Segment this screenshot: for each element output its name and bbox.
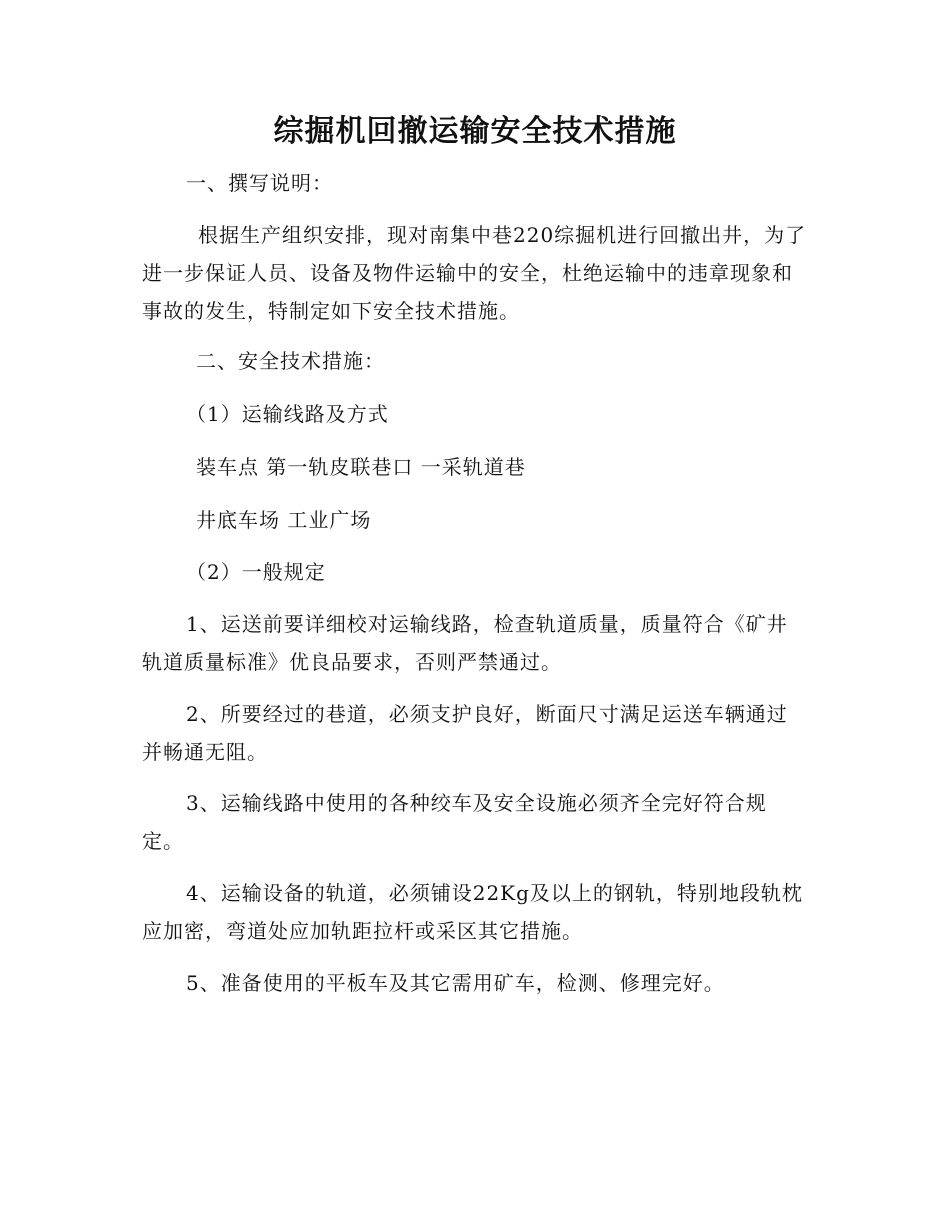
rule-item: 3、运输线路中使用的各种绞车及安全设施必须齐全完好符合规定。 xyxy=(142,791,767,853)
rule-item: 4、运输设备的轨道，必须铺设22Kg及以上的钢轨，特别地段轨枕应加密，弯道处应加轨距拉杆或采区其它措施。 xyxy=(142,881,803,943)
rule-item: 1、运送前要详细校对运输线路，检查轨道质量，质量符合《矿井轨道质量标准》优良品要求，否则严禁通过。 xyxy=(142,612,788,674)
section-heading-writing-notes: 一、撰写说明： xyxy=(186,171,333,195)
document-title: 综掘机回撤运输安全技术措施 xyxy=(273,114,677,149)
route-line-2: 井底车场 工业广场 xyxy=(196,508,372,532)
subsection-heading-general-rules: （2）一般规定 xyxy=(186,560,326,584)
subsection-heading-transport-route: （1）运输线路及方式 xyxy=(186,402,389,426)
rule-item: 5、准备使用的平板车及其它需用矿车，检测、修理完好。 xyxy=(186,971,725,995)
rule-item: 2、所要经过的巷道，必须支护良好，断面尺寸满足运送车辆通过并畅通无阻。 xyxy=(142,702,788,764)
section-paragraph-writing-notes: 根据生产组织安排，现对南集中巷220综掘机进行回撤出井，为了进一步保证人员、设备及物件运输中的安全，杜绝运输中的违章现象和事故的发生，特制定如下安全技术措施。 xyxy=(142,223,807,323)
section-heading-safety-measures: 二、安全技术措施： xyxy=(196,349,385,373)
route-line-1: 装车点 第一轨皮联巷口 一采轨道巷 xyxy=(196,455,526,479)
